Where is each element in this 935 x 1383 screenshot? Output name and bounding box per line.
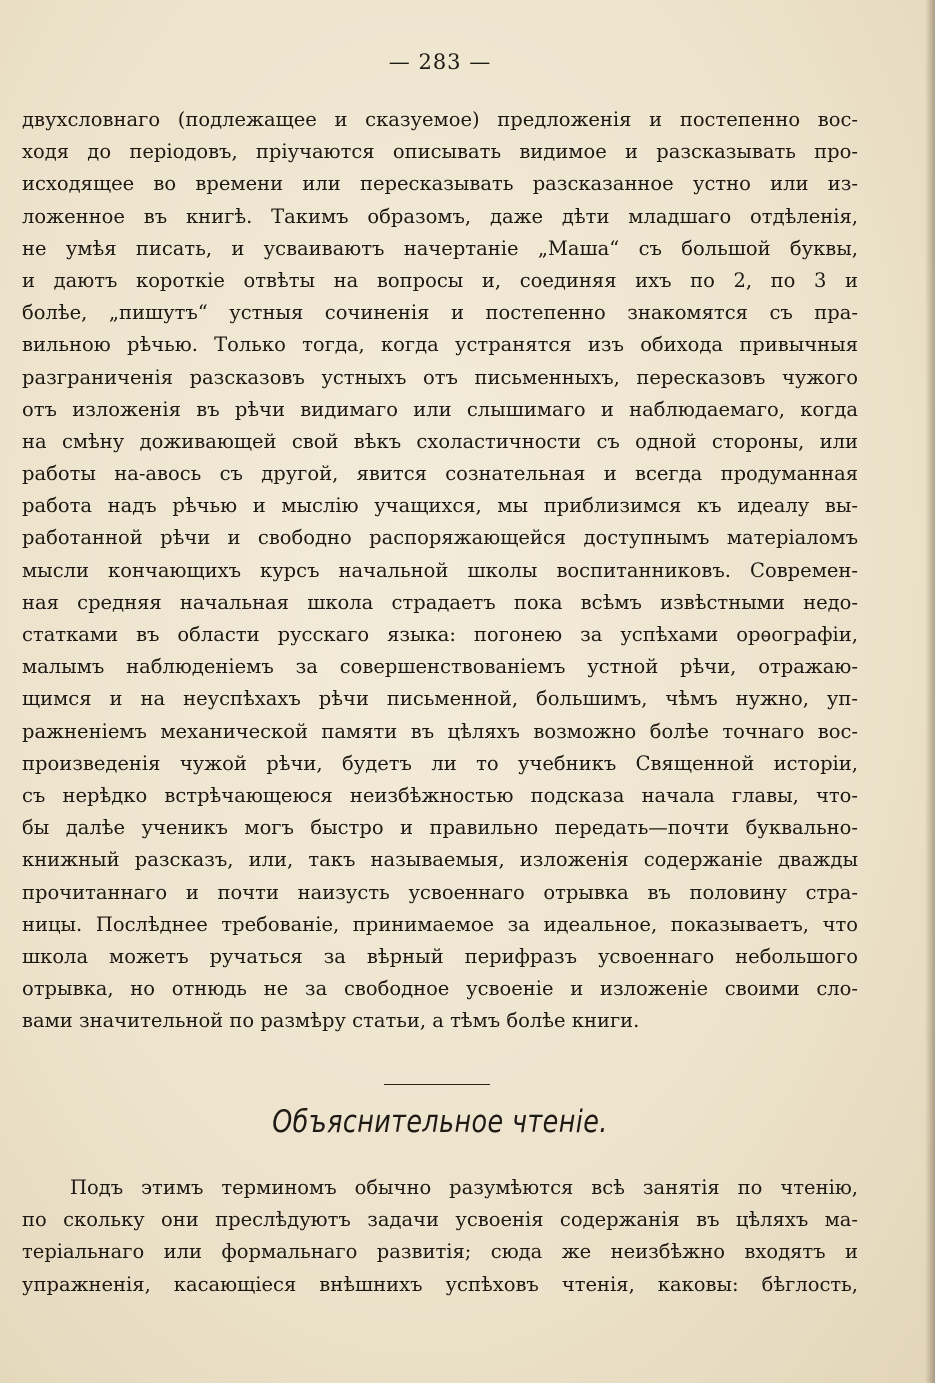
- text-line: статками въ области русскаго языка: погонею за успѣхами орѳографіи,: [22, 623, 858, 646]
- text-line: ходя до періодовъ, пріучаются описывать видимое и разсказывать про-: [22, 140, 858, 164]
- text-line: школа можетъ ручаться за вѣрный перифразъ усвоеннаго небольшого: [22, 944, 858, 968]
- text-line: съ нерѣдко встрѣчающеюся неизбѣжностью подсказа начала главы, что-: [22, 783, 858, 807]
- text-line: разграниченія разсказовъ устныхъ отъ письменныхъ, пересказовъ чужого: [22, 365, 858, 389]
- text-line: не умѣя писать, и усваиваютъ начертаніе „Маша“ съ большой буквы,: [22, 236, 858, 260]
- text-line: вами значительной по размѣру статьи, а тѣмъ болѣе книги.: [22, 1009, 640, 1033]
- text-line: ницы. Послѣднее требованіе, принимаемое за идеальное, показываетъ, что: [22, 912, 858, 936]
- text-line: двухсловнаго (подлежащее и сказуемое) предложенія и постепенно вос-: [22, 108, 858, 131]
- section-divider: [384, 1084, 490, 1085]
- text-line: книжный разсказъ, или, такъ называемыя, изложенія содержаніе дважды: [22, 848, 858, 872]
- text-line: Подъ этимъ терминомъ обычно разумѣются всѣ занятія по чтенію,: [70, 1176, 858, 1199]
- text-line: мысли кончающихъ курсъ начальной школы воспитанниковъ. Современ-: [22, 558, 858, 582]
- text-line: отрывка, но отнюдь не за свободное усвоеніе и изложеніе своими сло-: [22, 977, 858, 1001]
- text-line: и даютъ короткіе отвѣты на вопросы и, соединяя ихъ по 2, по 3 и: [22, 268, 858, 292]
- text-line: работа надъ рѣчью и мыслію учащихся, мы приблизимся къ идеалу вы-: [22, 494, 858, 518]
- text-line: работанной рѣчи и свободно распоряжающейся доступнымъ матеріаломъ: [22, 526, 858, 550]
- text-line: бы далѣе ученикъ могъ быстро и правильно передать—почти буквально-: [22, 816, 858, 840]
- text-line: вильною рѣчью. Только тогда, когда устранятся изъ обихода привычныя: [22, 333, 858, 357]
- text-line: малымъ наблюденіемъ за совершенствованіемъ устной рѣчи, отражаю-: [22, 655, 858, 679]
- text-line: работы на-авось съ другой, явится сознательная и всегда продуманная: [22, 462, 858, 486]
- paragraph-1: [22, 104, 858, 1037]
- text-line: ражненіемъ механической памяти въ цѣляхъ возможно болѣе точнаго вос-: [22, 719, 858, 743]
- text-line: по скольку они преслѣдуютъ задачи усвоенія содержанія въ цѣляхъ ма-: [22, 1208, 858, 1232]
- text-line: произведенія чужой рѣчи, будетъ ли то учебникъ Священной исторіи,: [22, 751, 858, 775]
- page-number: — 283 —: [388, 50, 492, 74]
- text-line: на смѣну доживающей свой вѣкъ схоластичности съ одной стороны, или: [22, 429, 858, 453]
- text-line: прочитаннаго и почти наизусть усвоеннаго отрывка въ половину стра-: [22, 880, 858, 904]
- text-line: ная средняя начальная школа страдаетъ пока всѣмъ извѣстными недо-: [22, 590, 858, 614]
- text-line: ложенное въ книгѣ. Такимъ образомъ, даже дѣти младшаго отдѣленія,: [22, 204, 858, 228]
- text-line: болѣе, „пишутъ“ устныя сочиненія и постепенно знакомятся съ пра-: [22, 301, 858, 325]
- text-line: отъ изложенія въ рѣчи видимаго или слышимаго и наблюдаемаго, когда: [22, 397, 858, 421]
- section-heading: Объяснительное чтеніе.: [272, 1104, 608, 1140]
- text-line: щимся и на неуспѣхахъ рѣчи письменной, большимъ, чѣмъ нужно, уп-: [22, 687, 858, 711]
- text-line: теріальнаго или формальнаго развитія; сюда же неизбѣжно входятъ и: [22, 1240, 858, 1264]
- paragraph-2: [22, 1172, 858, 1301]
- text-line: упражненія, касающіеся внѣшнихъ успѣховъ чтенія, каковы: бѣглость,: [22, 1272, 858, 1296]
- page-edge-shadow: [925, 0, 935, 1383]
- text-line: исходящее во времени или пересказывать разсказанное устно или из-: [22, 172, 858, 196]
